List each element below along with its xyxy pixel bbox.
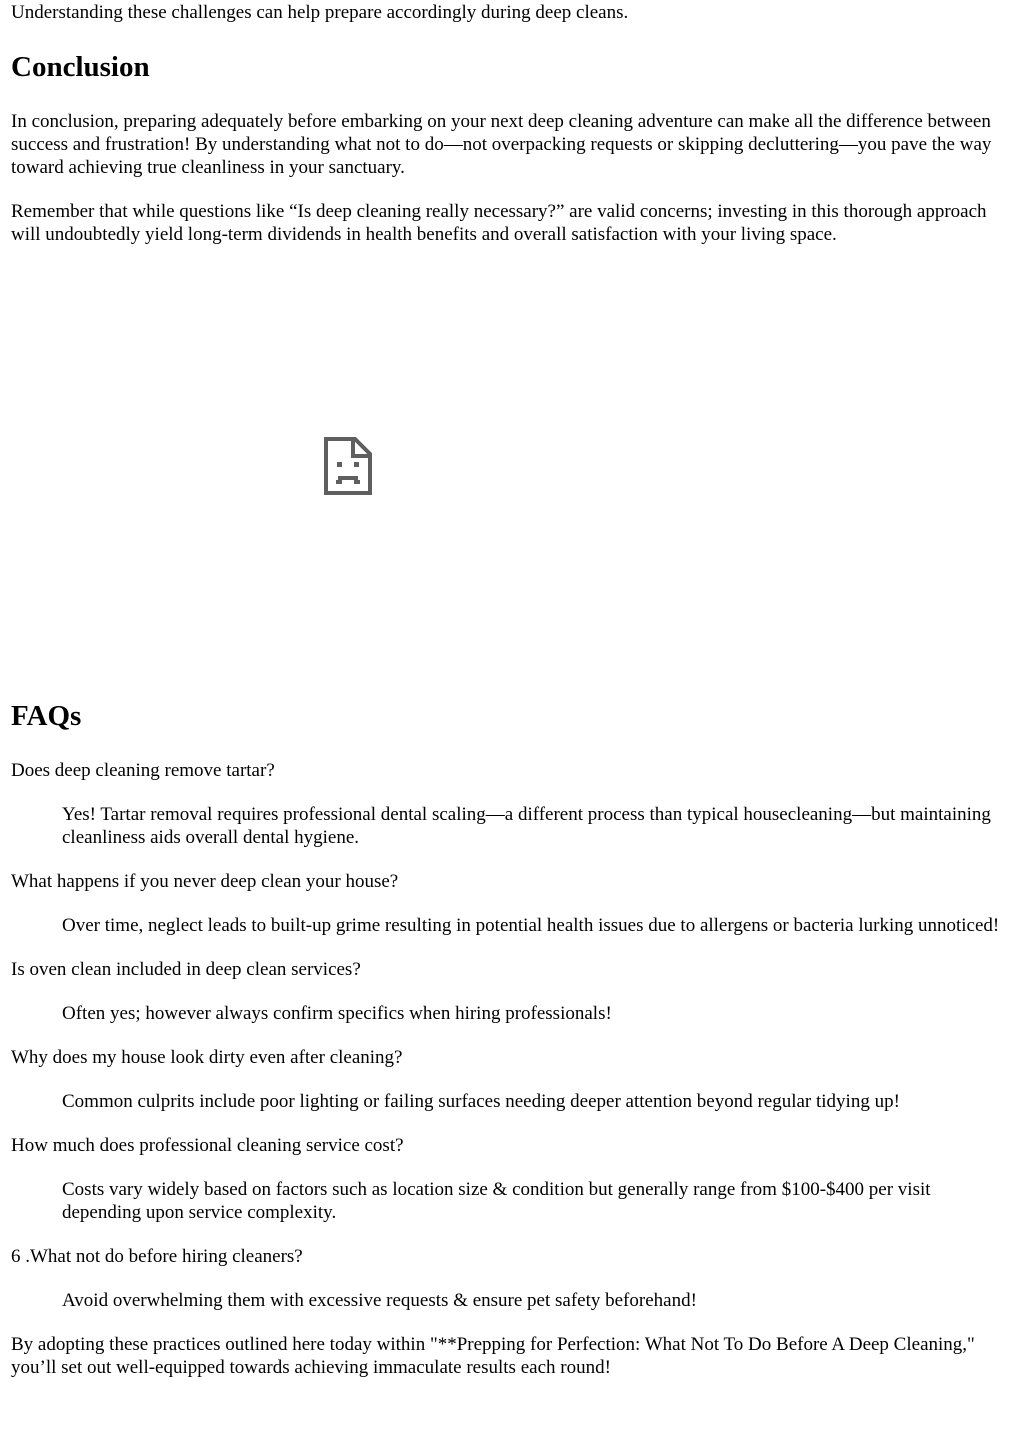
faqs-heading: FAQs — [11, 700, 82, 732]
faq-question: 6 .What not do before hiring cleaners? — [11, 1246, 303, 1267]
broken-image-icon — [323, 436, 373, 496]
conclusion-paragraph-2: Remember that while questions like “Is deep cleaning really necessary?” are valid concerns; investing in this thorough approach will undoubtedly yield long-term dividends in health benefits and overall satisfaction with your living space. — [11, 201, 987, 245]
closing-paragraph: By adopting these practices outlined here today within "**Prepping for Perfection: What Not To Do Before A Deep Cleaning," you’ll set out well-equipped towards achieving immaculate results each round! — [11, 1334, 975, 1378]
conclusion-paragraph-1: In conclusion, preparing adequately before embarking on your next deep cleaning adventure can make all the difference between success and frustration! By understanding what not to do—not overpacking requests or skipping decluttering—you pave the way toward achieving true cleanliness in your sanctuary. — [11, 111, 992, 178]
intro-line: Understanding these challenges can help prepare accordingly during deep cleans. — [11, 2, 629, 23]
faq-question: Why does my house look dirty even after cleaning? — [11, 1047, 403, 1068]
faq-answer: Common culprits include poor lighting or failing surfaces needing deeper attention beyond regular tidying up! — [62, 1091, 900, 1112]
faq-list — [11, 759, 1011, 1379]
faq-question: Is oven clean included in deep clean services? — [11, 959, 361, 980]
faq-question: What happens if you never deep clean your house? — [11, 871, 399, 892]
faq-answer: Yes! Tartar removal requires professional dental scaling—a different process than typical housecleaning—but maintaining cleanliness aids overall dental hygiene. — [62, 804, 991, 848]
faq-answer: Often yes; however always confirm specifics when hiring professionals! — [62, 1003, 612, 1024]
faq-answer: Avoid overwhelming them with excessive requests & ensure pet safety beforehand! — [62, 1290, 697, 1311]
faq-question: How much does professional cleaning service cost? — [11, 1135, 404, 1156]
faq-answer: Over time, neglect leads to built-up grime resulting in potential health issues due to allergens or bacteria lurking unnoticed! — [62, 915, 1000, 936]
faq-question: Does deep cleaning remove tartar? — [11, 760, 275, 781]
faq-answer: Costs vary widely based on factors such as location size & condition but generally range from $100-$400 per visit depending upon service complexity. — [62, 1179, 931, 1223]
conclusion-heading: Conclusion — [11, 51, 150, 83]
